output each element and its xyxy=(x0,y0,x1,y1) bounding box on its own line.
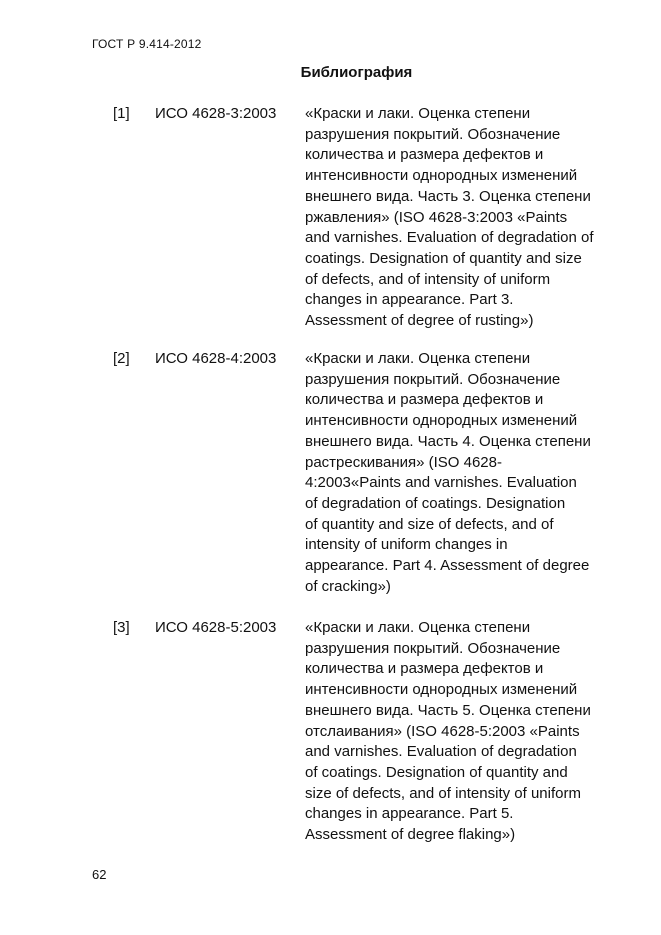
entry-standard: ИСО 4628-3:2003 xyxy=(155,105,277,122)
entry-standard: ИСО 4628-5:2003 xyxy=(155,619,277,636)
entry-number: [3] xyxy=(113,619,130,636)
entry-description: «Краски и лаки. Оценка степени разрушения покрытий. Обозначение количества и размера дефектов и интенсивности однородных изменений внешнего вида. Часть 3. Оценка степени ржавления» (ISO 4628-3:2003 «Paints and varnishes. Evaluation of degradation of coatings. Designation of quantity and size of defects, and of intensity of uniform changes in appearance. Part 3. Assessment of degree of rusting») xyxy=(305,105,594,330)
entry-description: «Краски и лаки. Оценка степени разрушения покрытий. Обозначение количества и размера дефектов и интенсивности однородных изменений внешнего вида. Часть 4. Оценка степени растрескивания» (ISO 4628- 4:2003«Paints and varnishes. Evaluation of degradation of coatings. Designation of quantity and size of defects, and of intensity of uniform changes in appearance. Part 4. Assessment of degree of cracking») xyxy=(305,350,591,595)
entry-number: [2] xyxy=(113,350,130,367)
entry-number: [1] xyxy=(113,105,130,122)
document-code: ГОСТ Р 9.414-2012 xyxy=(92,37,202,51)
page-title: Библиография xyxy=(300,64,413,81)
entry-description: «Краски и лаки. Оценка степени разрушения покрытий. Обозначение количества и размера дефектов и интенсивности однородных изменений внешнего вида. Часть 5. Оценка степени отслаивания» (ISO 4628-5:2003 «Paints and varnishes. Evaluation of degradation of coatings. Designation of quantity and size of defects, and of intensity of uniform changes in appearance. Part 5. Assessment of degree flaking») xyxy=(305,619,591,844)
page-number: 62 xyxy=(92,867,107,882)
entry-standard: ИСО 4628-4:2003 xyxy=(155,350,277,367)
